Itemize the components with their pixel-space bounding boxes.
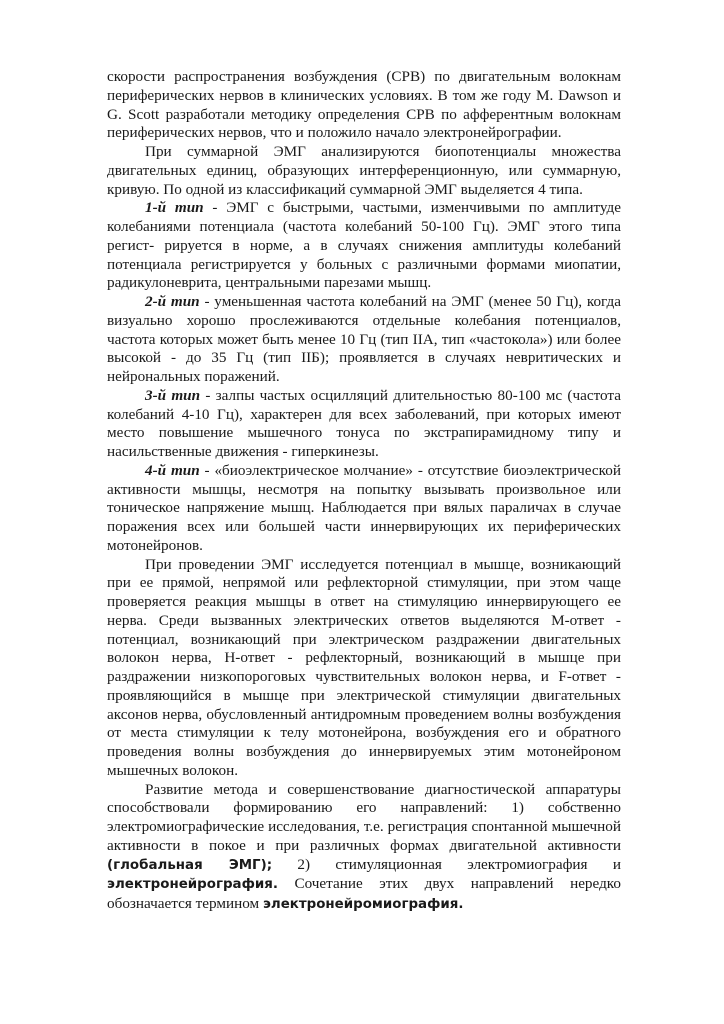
- type-1-label: 1-й тип: [145, 199, 204, 217]
- term-electroneurography: электронейрография.: [107, 877, 278, 893]
- term-electroneuromyography: электронейромиография.: [262, 897, 464, 912]
- document-page: [107, 68, 621, 915]
- development-text-d: Сочетание этих двух направлений нередко обозначается термином: [107, 875, 621, 912]
- type-4-label: 4-й тип: [145, 461, 200, 479]
- term-global-emg: (глобальная ЭМГ);: [107, 857, 273, 873]
- paragraph-type-1: [107, 199, 621, 293]
- type-2-text: - уменьшенная частота колебаний на ЭМГ (менее 50 Гц), когда визуально хорошо прослеживаются отдельные колебания потенциалов, частота которых может быть менее 10 Гц (тип IIA, тип «частокола») или более высокой - до 35 Гц (тип IIБ); проявляется в случаях невритических и нейрональных поражений.: [107, 293, 621, 385]
- paragraph-type-4: [107, 462, 621, 556]
- type-2-label: 2-й тип: [145, 293, 200, 310]
- paragraph-type-3: [107, 387, 621, 462]
- type-3-text: - залпы частых осцилляций длительностью 80-100 мс (частота колебаний 4-10 Гц), характерен для всех заболеваний, при которых имеют место повышение мышечного тонуса по экстрапирамидному типу и насильственные движения - гиперкинезы.: [107, 386, 621, 460]
- paragraph-method-development: [107, 781, 621, 915]
- type-1-text: - ЭМГ с быстрыми, частыми, изменчивыми по амплитуде колебаниями потенциала (частота колебаний 50-100 Гц). ЭМГ этого типа регист- рируется в норме, а в случаях снижения амплитуды колебаний потенциала регистрируется у больных с различными формами миопатии, радикулоневрита, центральными парезами мышц.: [107, 199, 621, 292]
- paragraph-srv-intro: скорости распространения возбуждения (СРВ) по двигательным волокнам периферических нервов в клинических условиях. В том же году M. Dawson и G. Scott разработали методику определения СРВ по афферентным волокнам периферических нервов, что и положило начало электронейрографии.: [107, 68, 621, 142]
- type-3-label: 3-й тип: [145, 386, 201, 404]
- development-text-a: Развитие метода и совершенствование диагностической аппаратуры способствовали формированию его направлений: 1) собственно электромиографические исследования, т.е. регистрация спонтанной мышечной активности в покое и при различных формах двигательной активности: [107, 780, 621, 854]
- paragraph-type-2: [107, 293, 621, 387]
- development-text-c: 2) стимуляционная электромиография и: [272, 855, 622, 873]
- paragraph-evoked-responses: При проведении ЭМГ исследуется потенциал в мышце, возникающий при ее прямой, непрямой или рефлекторной стимуляции, при этом чаще проверяется реакция мышцы в ответ на стимуляцию иннервирующего ее нерва. Среди вызванных электрических ответов выделяются М-ответ - потенциал, возникающий при электрическом раздражении двигательных волокон нерва, Н-ответ - рефлекторный, возникающий в мышце при раздражении низкопороговых чувствительных волокон нерва, и F-ответ - проявляющийся в мышце при электрической стимуляции двигательных аксонов нерва, обусловленный антидромным проведением волны возбуждения от места стимуляции к телу мотонейрона, возбуждения его и обратного проведения волны возбуждения до иннервируемых этим мотонейроном мышечных волокон.: [107, 555, 621, 779]
- paragraph-summary-emg: При суммарной ЭМГ анализируются биопотенциалы множества двигательных единиц, образующих интерференционную, или суммарную, кривую. По одной из классификаций суммарной ЭМГ выделяется 4 типа.: [107, 143, 621, 198]
- type-4-text: - «биоэлектрическое молчание» - отсутствие биоэлектрической активности мышцы, несмотря на попытку вызывать произвольное или тоническое напряжение мышц. Наблюдается при вялых параличах в случае поражения всех или большей части иннервирующих их периферических мотонейронов.: [107, 461, 621, 554]
